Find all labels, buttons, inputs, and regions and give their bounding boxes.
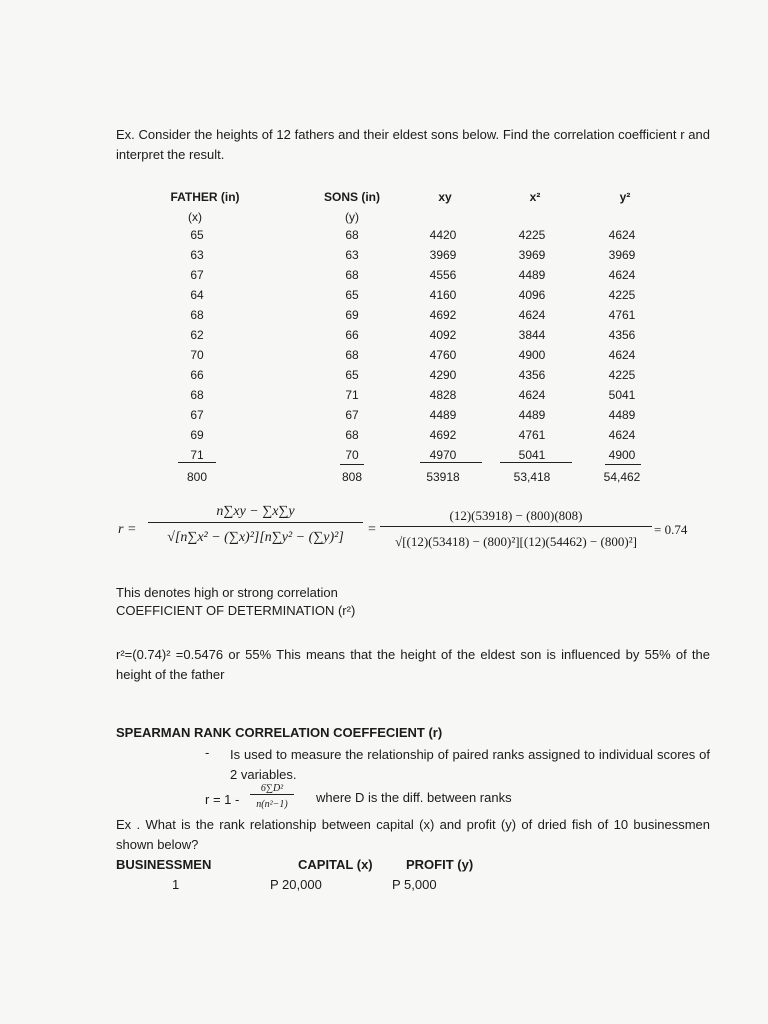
formula-numerator-values: (12)(53918) − (800)(808) <box>380 508 652 527</box>
table-cell-y2: 4225 <box>608 288 636 302</box>
table2-cell-profit: P 5,000 <box>392 877 437 892</box>
table-cell-xy: 4489 <box>429 408 457 422</box>
header-y-squared: y² <box>619 190 631 204</box>
table-cell-father: 64 <box>190 288 204 302</box>
cod-explanation: r²=(0.74)² =0.5476 or 55% This means that the height of the eldest son is influenced by 55% of the height of the father <box>116 647 710 682</box>
formula-result: = 0.74 <box>654 522 688 537</box>
table2-header-capital: CAPITAL (x) <box>298 857 373 872</box>
table-cell-son: 67 <box>345 408 359 422</box>
table-cell-y2: 4624 <box>608 348 636 362</box>
table-cell-xy: 4556 <box>429 268 457 282</box>
table-cell-son: 68 <box>345 228 359 242</box>
table-cell-y2: 4489 <box>608 408 636 422</box>
table-cell-father: 65 <box>190 228 204 242</box>
table-cell-son: 63 <box>345 248 359 262</box>
last-row-underline <box>340 464 364 465</box>
total-rule-xy <box>420 462 482 463</box>
table-cell-y2: 5041 <box>608 388 636 402</box>
spearman-description: Is used to measure the relationship of paired ranks assigned to individual scores of 2 variables. <box>230 747 710 782</box>
intro-paragraph: Ex. Consider the heights of 12 fathers and their eldest sons below. Find the correlation coefficient r and interpret the result. <box>116 127 710 162</box>
spearman-formula-denominator: n(n²−1) <box>256 799 288 810</box>
table-cell-son: 65 <box>345 288 359 302</box>
table-cell-xy: 3969 <box>429 248 457 262</box>
formula-denominator: √[n∑x² − (∑x)²][n∑y² − (∑y)²] <box>167 530 344 545</box>
table-cell-y2: 4624 <box>608 268 636 282</box>
table-cell-xy: 4760 <box>429 348 457 362</box>
table-cell-father: 66 <box>190 368 204 382</box>
total-rule-x2 <box>500 462 572 463</box>
table-cell-y2: 4624 <box>608 228 636 242</box>
table-cell-son: 68 <box>345 348 359 362</box>
formula-equals: = <box>368 522 376 537</box>
table2-cell-capital: P 20,000 <box>270 877 322 892</box>
table-cell-xy: 4290 <box>429 368 457 382</box>
table-cell-xy: 4970 <box>429 448 457 462</box>
table-cell-x2: 4624 <box>518 308 546 322</box>
table-cell-y2: 3969 <box>608 248 636 262</box>
bullet-dash: - <box>205 745 210 760</box>
total-cell-father: 800 <box>186 470 208 484</box>
table-cell-son: 69 <box>345 308 359 322</box>
table-cell-xy: 4692 <box>429 308 457 322</box>
spearman-formula-lhs: r = 1 - <box>205 792 240 807</box>
table-cell-son: 68 <box>345 268 359 282</box>
table-cell-father: 70 <box>190 348 204 362</box>
table-cell-father: 63 <box>190 248 204 262</box>
table-cell-x2: 4489 <box>518 408 546 422</box>
total-cell-y2: 54,462 <box>603 470 641 484</box>
table-cell-son: 65 <box>345 368 359 382</box>
header-father: FATHER (in) <box>170 190 240 204</box>
table-cell-son: 71 <box>345 388 359 402</box>
table-cell-x2: 4096 <box>518 288 546 302</box>
table-cell-father: 68 <box>190 388 204 402</box>
table-cell-x2: 4356 <box>518 368 546 382</box>
table-cell-son: 66 <box>345 328 359 342</box>
table-cell-xy: 4828 <box>429 388 457 402</box>
table-cell-y2: 4624 <box>608 428 636 442</box>
table-cell-xy: 4160 <box>429 288 457 302</box>
spearman-formula-note: where D is the diff. between ranks <box>316 790 512 805</box>
table-cell-son: 70 <box>345 448 359 462</box>
table-cell-x2: 5041 <box>518 448 546 462</box>
table-cell-father: 62 <box>190 328 204 342</box>
table-cell-x2: 4761 <box>518 428 546 442</box>
table-cell-father: 67 <box>190 408 204 422</box>
table-cell-y2: 4900 <box>608 448 636 462</box>
table-cell-y2: 4761 <box>608 308 636 322</box>
table-cell-xy: 4420 <box>429 228 457 242</box>
header-x-squared: x² <box>529 190 541 204</box>
table2-cell-rank: 1 <box>172 877 180 892</box>
spearman-title: SPEARMAN RANK CORRELATION COEFFECIENT (r) <box>116 725 443 740</box>
table-cell-y2: 4356 <box>608 328 636 342</box>
example-2-question: Ex . What is the rank relationship between capital (x) and profit (y) of dried fish of 10 businessmen shown below? <box>116 817 710 852</box>
table-cell-father: 68 <box>190 308 204 322</box>
table-cell-x2: 4489 <box>518 268 546 282</box>
table-cell-x2: 3844 <box>518 328 546 342</box>
table-cell-son: 68 <box>345 428 359 442</box>
header-sons: SONS (in) <box>324 190 380 204</box>
table-cell-x2: 3969 <box>518 248 546 262</box>
strong-correlation-note: This denotes high or strong correlation <box>116 585 338 600</box>
table-cell-y2: 4225 <box>608 368 636 382</box>
table-cell-x2: 4624 <box>518 388 546 402</box>
table-cell-xy: 4692 <box>429 428 457 442</box>
table-cell-x2: 4225 <box>518 228 546 242</box>
table-cell-father: 67 <box>190 268 204 282</box>
table2-header-businessmen: BUSINESSMEN <box>116 857 212 872</box>
table-cell-father: 69 <box>190 428 204 442</box>
table-cell-x2: 4900 <box>518 348 546 362</box>
total-rule-father <box>178 462 216 463</box>
subheader-x: (x) <box>188 210 202 224</box>
table-cell-father: 71 <box>190 448 204 462</box>
total-cell-son: 808 <box>341 470 363 484</box>
table2-header-profit: PROFIT (y) <box>406 857 474 872</box>
subheader-y: (y) <box>345 210 359 224</box>
formula-r-label: r = <box>118 522 137 537</box>
header-xy: xy <box>438 190 452 204</box>
total-cell-xy: 53918 <box>426 470 460 484</box>
cod-title: COEFFICIENT OF DETERMINATION (r²) <box>116 603 356 618</box>
table-cell-xy: 4092 <box>429 328 457 342</box>
formula-numerator: n∑xy − ∑x∑y <box>148 504 363 523</box>
formula-denominator-values: √[(12)(53418) − (800)²][(12)(54462) − (800)²] <box>395 534 637 549</box>
spearman-formula-numerator: 6∑D² <box>250 783 294 795</box>
last-row-underline <box>605 464 641 465</box>
total-cell-x2: 53,418 <box>513 470 551 484</box>
